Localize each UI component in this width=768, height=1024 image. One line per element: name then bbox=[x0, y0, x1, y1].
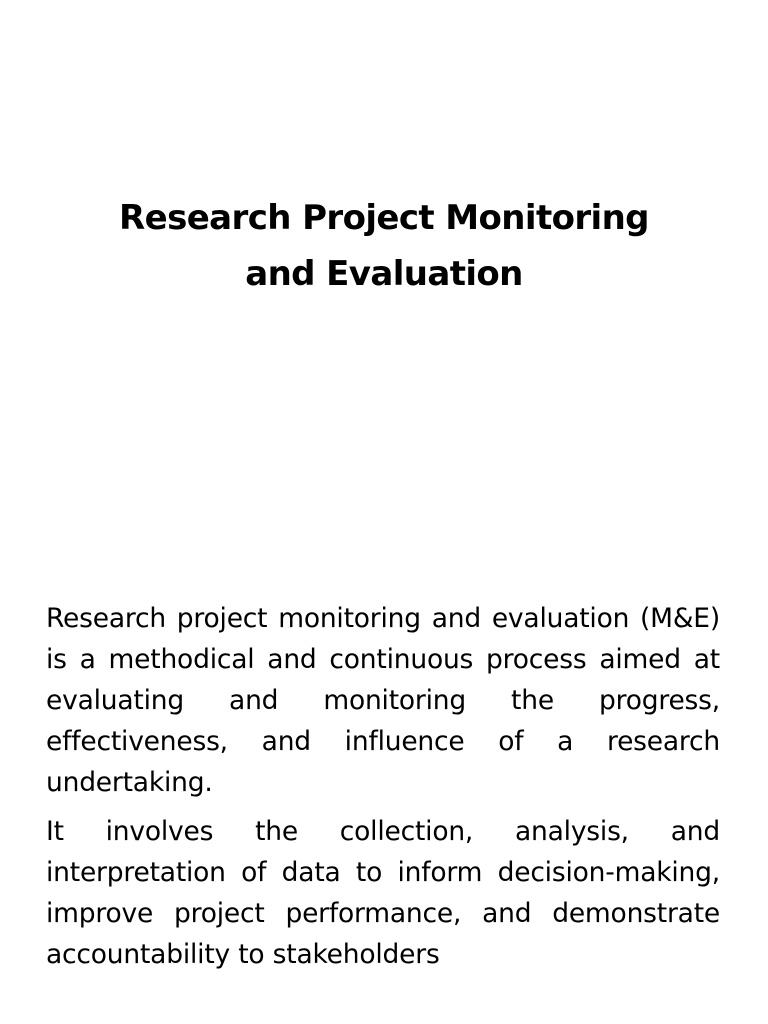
slide-body bbox=[46, 598, 720, 983]
body-paragraph-2: It involves the collection, analysis, and interpretation of data to inform decision-making, improve project performance, and demonstrate accountability to stakeholders bbox=[46, 816, 720, 970]
slide-title-line-1: Research Project Monitoring bbox=[119, 198, 649, 238]
slide-title-line-2: and Evaluation bbox=[245, 254, 523, 294]
body-paragraph-1: Research project monitoring and evaluation (M&E) is a methodical and continuous process aimed at evaluating and monitoring the progress, effectiveness, and influence of a research undertaking. bbox=[46, 603, 720, 798]
slide-title bbox=[60, 190, 708, 302]
